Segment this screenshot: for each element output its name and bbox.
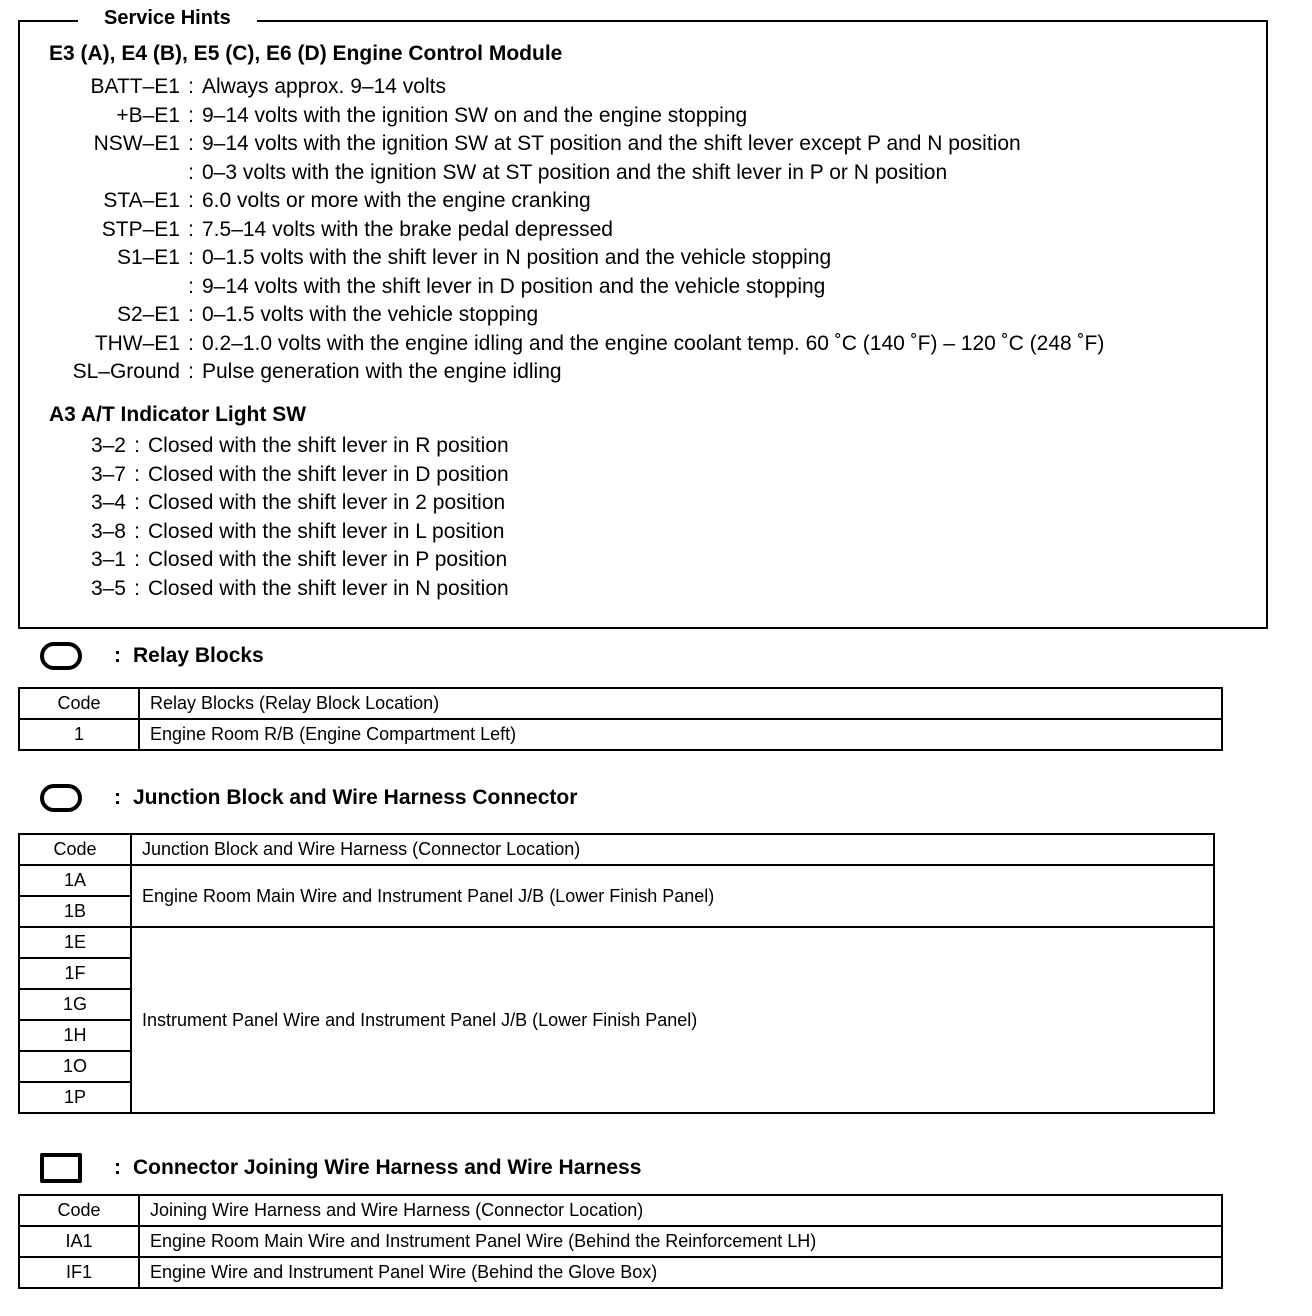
hint-line <box>18 358 1104 387</box>
hint-line <box>18 330 1104 359</box>
hint-value: 0–3 volts with the ignition SW at ST position and the shift lever in P or N position <box>202 160 948 184</box>
hint-line <box>18 432 509 461</box>
hint-value: Closed with the shift lever in 2 position <box>148 491 506 514</box>
hint-line <box>18 518 509 547</box>
separator: : <box>134 519 140 543</box>
hint-line <box>18 159 1104 188</box>
a3-heading: A3 A/T Indicator Light SW <box>49 403 307 426</box>
hint-value: Pulse generation with the engine idling <box>202 360 562 383</box>
junction-section-heading: : Junction Block and Wire Harness Connector <box>40 784 577 812</box>
ecm-heading: E3 (A), E4 (B), E5 (C), E6 (D) Engine Control Module <box>49 42 563 65</box>
terminal-label: 3–8 <box>90 519 126 543</box>
terminal-label: S1–E1 <box>116 246 180 269</box>
hint-line <box>18 102 1104 131</box>
hint-value: 9–14 volts with the ignition SW on and the engine stopping <box>202 103 748 127</box>
hint-value: Always approx. 9–14 volts <box>202 75 446 98</box>
hint-value: 6.0 volts or more with the engine cranking <box>202 189 591 212</box>
hint-line <box>18 461 509 490</box>
terminal-label: BATT–E1 <box>90 75 180 98</box>
hint-value: 0.2–1.0 volts with the engine idling and the engine coolant temp. 60 ˚C (140 ˚F) – 120 ˚C (248 ˚F) <box>202 331 1105 355</box>
code-cell: 1O <box>19 1051 131 1082</box>
table-row: IF1 Engine Wire and Instrument Panel Wire (Behind the Glove Box) <box>19 1257 1222 1288</box>
hint-value: 9–14 volts with the shift lever in D position and the vehicle stopping <box>202 274 826 298</box>
terminal-label: 3–2 <box>90 434 126 457</box>
connector-title: Connector Joining Wire Harness and Wire Harness <box>133 1156 642 1179</box>
junction-block-symbol-icon <box>40 784 82 812</box>
location-cell: Instrument Panel Wire and Instrument Panel J/B (Lower Finish Panel) <box>131 927 1214 1113</box>
code-cell: 1G <box>19 989 131 1020</box>
relay-section-heading: : Relay Blocks <box>40 642 264 670</box>
hint-value: Closed with the shift lever in R position <box>148 434 509 457</box>
hint-line <box>18 216 1104 245</box>
terminal-label: NSW–E1 <box>93 132 180 155</box>
separator: : <box>188 274 194 298</box>
separator: : <box>188 103 194 127</box>
separator: : <box>134 434 140 457</box>
separator: : <box>134 548 140 571</box>
terminal-label: THW–E1 <box>94 331 180 355</box>
table-header-row: Code Junction Block and Wire Harness (Connector Location) <box>19 834 1214 865</box>
connector-section-heading: : Connector Joining Wire Harness and Wire Harness <box>40 1153 641 1183</box>
a3-lines <box>18 432 509 603</box>
separator: : <box>134 491 140 514</box>
hint-line <box>18 546 509 575</box>
table-row <box>19 865 1214 896</box>
table-row: 1 Engine Room R/B (Engine Compartment Left) <box>19 719 1222 750</box>
terminal-label: 3–1 <box>90 548 126 571</box>
terminal-label: SL–Ground <box>72 360 180 383</box>
hint-line <box>18 301 1104 330</box>
terminal-label: STP–E1 <box>101 217 180 241</box>
service-hints-title: Service Hints <box>78 7 257 30</box>
junction-table <box>18 833 1215 1114</box>
hint-value: 0–1.5 volts with the vehicle stopping <box>202 303 539 326</box>
terminal-label: 3–7 <box>90 462 126 486</box>
table-row <box>19 927 1214 958</box>
hint-value: 0–1.5 volts with the shift lever in N position and the vehicle stopping <box>202 246 832 269</box>
separator: : <box>134 576 140 600</box>
terminal-label: S2–E1 <box>116 303 180 326</box>
separator: : <box>188 160 194 184</box>
relay-table <box>18 687 1223 751</box>
hint-value: 9–14 volts with the ignition SW at ST position and the shift lever except P and N position <box>202 132 1021 155</box>
code-cell: 1E <box>19 927 131 958</box>
separator: : <box>188 217 194 241</box>
terminal-label: 3–5 <box>90 576 126 600</box>
table-row: IA1 Engine Room Main Wire and Instrument Panel Wire (Behind the Reinforcement LH) <box>19 1226 1222 1257</box>
location-cell: Engine Room Main Wire and Instrument Panel J/B (Lower Finish Panel) <box>131 865 1214 927</box>
ecm-lines <box>18 73 1104 387</box>
terminal-label: +B–E1 <box>116 103 180 127</box>
separator: : <box>188 303 194 326</box>
hint-value: Closed with the shift lever in L position <box>148 519 505 543</box>
hint-line <box>18 575 509 604</box>
separator: : <box>188 189 194 212</box>
relay-block-symbol-icon <box>40 642 82 670</box>
hint-value: Closed with the shift lever in P position <box>148 548 508 571</box>
terminal-label: STA–E1 <box>103 189 180 212</box>
hint-line <box>18 489 509 518</box>
table-header-row: Code Joining Wire Harness and Wire Harness (Connector Location) <box>19 1195 1222 1226</box>
code-cell: 1H <box>19 1020 131 1051</box>
hint-line <box>18 244 1104 273</box>
separator: : <box>188 360 194 383</box>
separator: : <box>188 132 194 155</box>
hint-value: 7.5–14 volts with the brake pedal depressed <box>202 217 613 241</box>
hint-line <box>18 130 1104 159</box>
terminal-label <box>18 159 180 188</box>
code-cell: 1A <box>19 865 131 896</box>
relay-title: Relay Blocks <box>133 644 264 667</box>
connector-table <box>18 1194 1223 1289</box>
separator: : <box>188 246 194 269</box>
separator: : <box>134 462 140 486</box>
junction-title: Junction Block and Wire Harness Connector <box>133 786 578 809</box>
table-header-row: Code Relay Blocks (Relay Block Location) <box>19 688 1222 719</box>
terminal-label <box>18 273 180 302</box>
hint-value: Closed with the shift lever in D position <box>148 462 509 486</box>
hint-value: Closed with the shift lever in N position <box>148 576 509 600</box>
hint-line <box>18 187 1104 216</box>
separator: : <box>188 75 194 98</box>
hint-line <box>18 73 1104 102</box>
separator: : <box>188 331 194 355</box>
code-cell: 1P <box>19 1082 131 1113</box>
code-cell: 1B <box>19 896 131 927</box>
code-cell: 1F <box>19 958 131 989</box>
connector-symbol-icon <box>40 1153 82 1183</box>
hint-line <box>18 273 1104 302</box>
terminal-label: 3–4 <box>90 491 126 514</box>
